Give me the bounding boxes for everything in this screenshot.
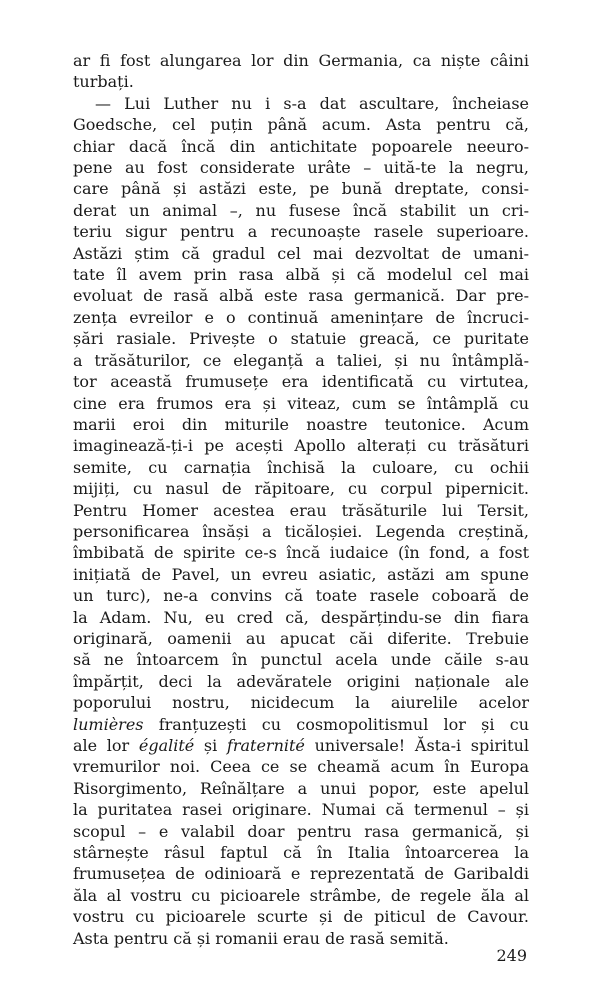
text-span: franțuzești cu cosmopolitismul lor și cu	[143, 714, 529, 734]
text-line: la puritatea rasei originare. Numai că termenul – și	[73, 800, 529, 820]
italic-term: fraternité	[226, 736, 305, 755]
text-line: derat un animal –, nu fusese încă stabilit un cri-	[73, 200, 529, 220]
text-line: chiar dacă încă din antichitate popoarele neeuro-	[73, 136, 529, 156]
text-line: vremurilor noi. Ceea ce se cheamă acum în Europa	[73, 757, 529, 777]
text-line: Astăzi știm că gradul cel mai dezvoltat de umani-	[73, 243, 529, 263]
italic-term: égalité	[138, 736, 195, 755]
text-line: cine era frumos era și viteaz, cum se întâmplă cu	[73, 393, 529, 413]
text-line: zența evreilor e o continuă amenințare de încruci-	[73, 307, 529, 327]
text-line: turbați.	[73, 72, 134, 92]
text-line: șări rasiale. Privește o statuie greacă, ce puritate	[73, 329, 529, 349]
text-line: frumusețea de odinioară e reprezentată de Garibaldi	[73, 864, 529, 884]
italic-term: lumières	[73, 714, 144, 734]
text-line: marii eroi din miturile noastre teutonice. Acum	[73, 414, 529, 434]
text-span: universale! Ăsta-i spiritul	[304, 736, 529, 755]
page-number: 249	[496, 946, 527, 965]
text-span: și	[194, 736, 227, 755]
text-line: să ne întoarcem în punctul acela unde căile s-au	[73, 650, 529, 670]
text-line: poporului nostru, nicidecum la aiurelile acelor	[73, 693, 529, 713]
text-line	[73, 735, 529, 756]
text-line: imaginează-ți-i pe acești Apollo alterați cu trăsături	[73, 436, 529, 456]
text-line: Risorgimento, Reînălțare a unui popor, este apelul	[73, 778, 529, 798]
text-line	[73, 714, 529, 735]
text-line: teriu sigur pentru a recunoaște rasele superioare.	[73, 222, 529, 242]
text-span: ale lor	[73, 736, 139, 755]
text-line: a trăsăturilor, ce eleganță a taliei, și nu întâmplă-	[73, 350, 529, 370]
text-line: împărțit, deci la adevăratele origini naționale ale	[73, 671, 529, 691]
text-line: originară, oamenii au apucat căi diferite. Trebuie	[73, 628, 529, 648]
text-line: vostru cu picioarele scurte și de piticul de Cavour.	[73, 907, 529, 927]
text-line: care până și astăzi este, pe bună dreptate, consi-	[73, 179, 529, 199]
text-line: scopul – e valabil doar pentru rasa germanică, și	[73, 821, 529, 841]
text-line: îmbibată de spirite ce-s încă iudaice (în fond, a fost	[73, 543, 529, 563]
text-line: stârnește râsul faptul că în Italia întoarcerea la	[73, 843, 529, 863]
text-line: pene au fost considerate urâte – uită-te la negru,	[73, 158, 529, 178]
text-line: mijiți, cu nasul de răpitoare, cu corpul pipernicit.	[73, 479, 529, 499]
text-line: un turc), ne-a convins că toate rasele coboară de	[73, 586, 529, 606]
text-line: Pentru Homer acestea erau trăsăturile lui Tersit,	[73, 500, 529, 520]
text-line: — Lui Luther nu i s-a dat ascultare, încheiase	[95, 93, 529, 113]
text-line: ăla al vostru cu picioarele strâmbe, de regele ăla al	[73, 885, 529, 905]
text-line: semite, cu carnația închisă la culoare, cu ochii	[73, 457, 529, 477]
text-line: tate îl avem prin rasa albă și că modelul cel mai	[73, 265, 529, 285]
text-line: la Adam. Nu, eu cred că, despărțindu-se din fiara	[73, 607, 529, 627]
text-line: inițiată de Pavel, un evreu asiatic, astăzi am spune	[73, 564, 529, 584]
text-line: evoluat de rasă albă este rasa germanică. Dar pre-	[73, 286, 529, 306]
text-line: Goedsche, cel puțin până acum. Asta pentru că,	[73, 115, 529, 135]
page-body	[73, 50, 529, 949]
text-line: Asta pentru că și romanii erau de rasă semită.	[73, 928, 449, 948]
text-line: ar fi fost alungarea lor din Germania, ca niște câini	[73, 51, 529, 70]
text-line: tor această frumusețe era identificată cu virtutea,	[73, 372, 529, 392]
text-line: personificarea însăși a ticăloșiei. Legenda creștină,	[73, 521, 529, 541]
